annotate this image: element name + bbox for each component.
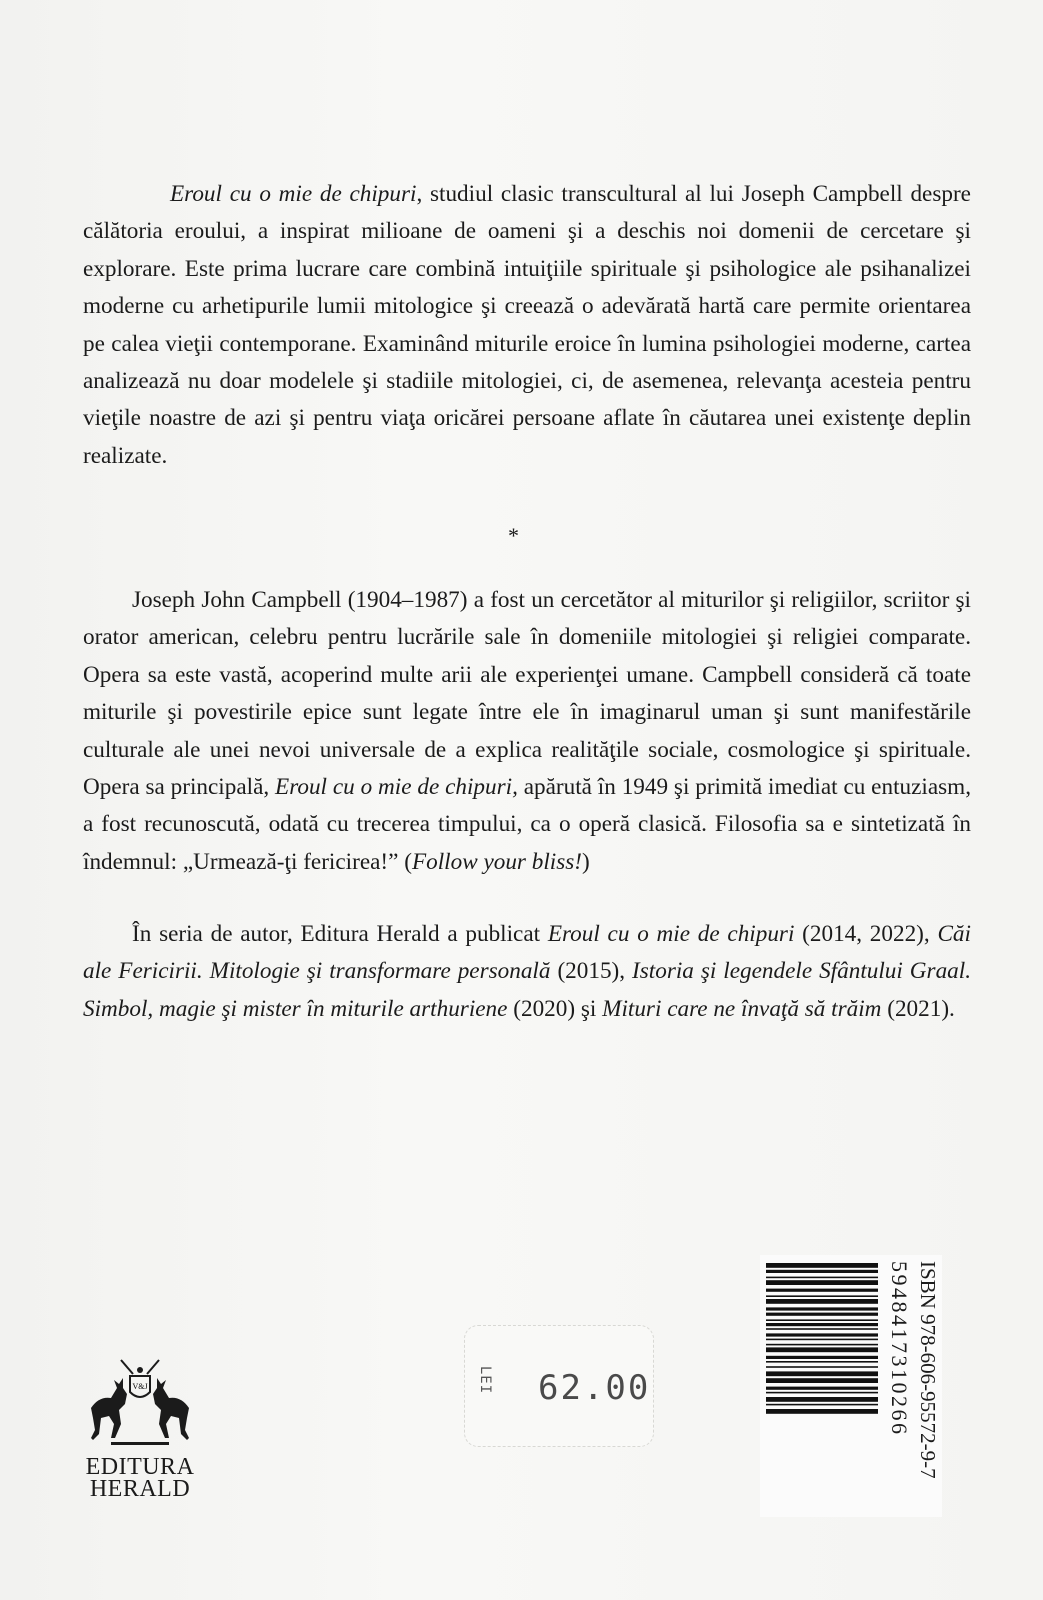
barcode-bar [766,1280,878,1285]
publisher-name-line2: HERALD [89,1476,191,1502]
barcode-bar [766,1277,878,1279]
series-book-2: Căi ale Fericirii. Mitologie şi transformare personală [83,921,971,985]
bio-book-title: Eroul cu o mie de chipuri, [275,774,518,801]
author-series [83,916,971,1028]
barcode-bar [766,1328,878,1330]
barcode-bar [766,1299,878,1304]
ean-digits: 5948417310266 [887,1261,912,1437]
deer-crest-icon [81,1358,199,1448]
barcode-bar [766,1270,878,1273]
series-year-2: (2015), [550,958,633,985]
monogram: V&J [132,1382,148,1391]
publisher-name-line1: EDITURA [85,1454,195,1480]
series-year-4: (2021). [881,995,955,1022]
price-sticker [464,1325,654,1447]
barcode-bar [766,1366,878,1368]
barcode-bar [766,1361,878,1363]
motto-close: ) [582,848,590,875]
series-book-3: Istoria şi legendele Sfântului Graal. Simbol, magie şi mister în miturile arthuriene [83,958,971,1022]
barcode-bar [766,1344,878,1346]
barcode-bar [766,1295,878,1297]
author-bio-text: Joseph John Campbell (1904–1987) a fost un cercetător al miturilor şi religiilor, scriitor şi orator american, celebru pentru lucrările sale în domeniile mitologiei şi religiei comparate. Opera sa este vastă, acoperind multe arii ale experienţei umane. Campbell consideră că toate miturile şi povestirile epice sunt legate între ele în imaginarul uman şi sunt manifestările culturale ale unei nevoi universale de a explica realităţile sociale, cosmologice şi spirituale. Opera sa principală, [83,587,971,801]
barcode-icon [766,1261,878,1511]
publisher-logo [74,1358,206,1500]
barcode-bar [766,1313,878,1316]
barcode-bar [766,1339,878,1341]
barcode-bar [766,1307,878,1310]
book-title-italic: Eroul cu o mie de chipuri [170,181,417,207]
barcode-bar [766,1392,878,1394]
description-text: , studiul clasic transcultural al lui Joseph Campbell despre călătoria eroului, a inspirat milioane de oameni şi a deschis noi domenii de cercetare şi explorare. Este prima lucrare care combină intuiţiile spirituale şi psihologice ale psihanalizei moderne cu arhetipurile lumii mitologice şi creează o adevărată hartă care permite orientarea pe calea vieţii contemporane. Examinând miturile eroice în lumina psihologiei moderne, cartea analizează nu doar modelele şi stadiile mitologiei, ci, de asemenea, relevanţa acesteia pentru vieţile noastre de azi şi pentru viaţa oricărei persoane aflate în căutarea unei existenţe deplin realizate. [83,181,971,469]
series-year-1: (2014, 2022), [794,921,938,947]
section-separator: * [508,523,519,548]
barcode-bar [766,1397,878,1402]
series-book-4: Mituri care ne învaţă să trăim [602,995,882,1022]
author-bio [83,582,971,881]
motto-english: Follow your bliss! [411,848,582,875]
series-book-1: Eroul cu o mie de chipuri [547,921,795,947]
barcode-label [760,1255,942,1517]
barcode-bar [766,1323,878,1326]
series-year-3: (2020) şi [507,995,603,1022]
barcode-bar [766,1319,878,1321]
series-intro: În seria de autor, Editura Herald a publicat [132,921,548,947]
barcode-bar [766,1409,878,1414]
price-currency: LEI [477,1365,494,1395]
author-bio-text-continued: apărută în 1949 şi primită imediat cu entuziasm, a fost recunoscută, odată cu trecerea timpului, ca o operă clasică. Filosofia sa e sintetizată în îndemnul: „Urmează-ţi fericirea!” ( [83,774,971,875]
barcode-bar [766,1387,878,1390]
barcode-bar [766,1263,878,1268]
barcode-bar [766,1356,878,1359]
barcode-bar [766,1289,878,1292]
price-value: 62.00 [538,1368,651,1408]
barcode-bar [766,1347,878,1352]
barcode-bar [766,1371,878,1376]
barcode-bar [766,1378,878,1383]
barcode-bar [766,1333,878,1336]
isbn-number: ISBN 978-606-95572-9-7 [916,1261,940,1479]
barcode-bar [766,1404,878,1406]
book-description [83,176,971,475]
